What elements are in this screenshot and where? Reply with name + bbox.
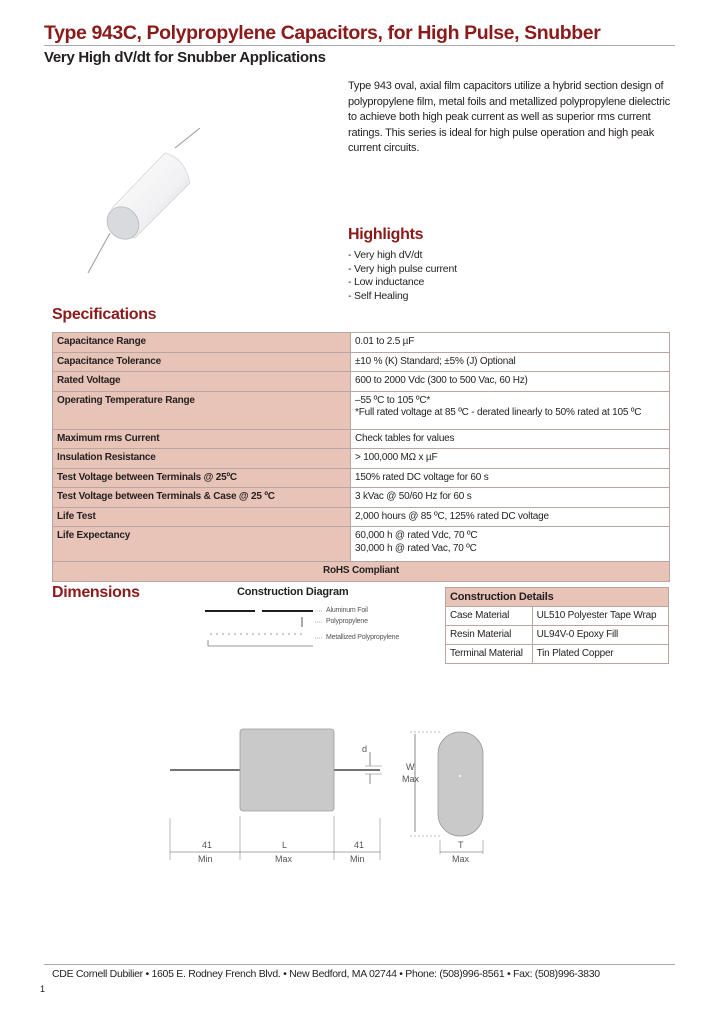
spec-key: Life Expectancy <box>53 527 351 562</box>
spec-key: Test Voltage between Terminals & Case @ 25 ºC <box>53 488 351 508</box>
rohs-badge: RoHS Compliant <box>53 562 670 582</box>
table-row <box>53 333 670 353</box>
table-row <box>446 626 669 645</box>
construction-diagram <box>200 600 440 650</box>
spec-value-line: 60,000 h @ rated Vdc, 70 ºC <box>355 530 478 541</box>
spec-value <box>351 527 670 562</box>
page-subtitle: Very High dV/dt for Snubber Applications <box>44 49 326 66</box>
list-item: - Very high pulse current <box>348 262 457 275</box>
highlights-title: Highlights <box>348 226 424 243</box>
table-row <box>53 527 670 562</box>
diagram-label: Metallized Polypropylene <box>326 634 400 641</box>
table-row <box>446 645 669 664</box>
dim-lead2-label: 41 <box>354 840 365 850</box>
dim-l-label: L <box>282 840 288 850</box>
table-row <box>53 468 670 488</box>
dimensions-title: Dimensions <box>52 584 140 601</box>
detail-key: Resin Material <box>446 626 533 645</box>
spec-key: Operating Temperature Range <box>53 391 351 429</box>
detail-value: UL94V-0 Epoxy Fill <box>532 626 668 645</box>
spec-value-note: *Full rated voltage at 85 ºC - derated linearly to 50% rated at 105 ºC <box>355 407 642 418</box>
dim-lead2-min-label: Min <box>350 854 365 864</box>
spec-value: 3 kVac @ 50/60 Hz for 60 s <box>351 488 670 508</box>
table-row <box>446 607 669 626</box>
page-title: Type 943C, Polypropylene Capacitors, for High Pulse, Snubber <box>44 22 601 44</box>
diagram-label: Aluminum Foil <box>326 607 368 614</box>
table-row <box>53 449 670 469</box>
detail-key: Terminal Material <box>446 645 533 664</box>
table-row <box>53 429 670 449</box>
spec-value: 2,000 hours @ 85 ºC, 125% rated DC voltage <box>351 507 670 527</box>
capacitor-photo <box>80 128 210 278</box>
specifications-table <box>52 332 670 582</box>
highlights-list <box>348 249 457 303</box>
spec-key: Insulation Resistance <box>53 449 351 469</box>
list-item: - Self Healing <box>348 289 409 302</box>
spec-value <box>351 391 670 429</box>
dim-t-max-label: Max <box>452 854 470 864</box>
spec-value: Check tables for values <box>351 429 670 449</box>
dim-lead1-min-label: Min <box>198 854 213 864</box>
intro-paragraph: Type 943 oval, axial film capacitors utilize a hybrid section design of polypropylene film, metal foils and metallized polypropylene dielectric to achieve both high peak current as well as superior rms current ratings. This series is ideal for high pulse operation and high peak current circuits. <box>348 80 671 154</box>
construction-diagram-title: Construction Diagram <box>237 586 349 598</box>
dim-lead1-label: 41 <box>202 840 213 850</box>
dimension-drawing <box>150 722 510 872</box>
dim-l-max-label: Max <box>275 854 293 864</box>
spec-value-line: 30,000 h @ rated Vac, 70 ºC <box>355 542 477 554</box>
spec-key: Maximum rms Current <box>53 429 351 449</box>
dim-w-label: W <box>406 762 415 772</box>
spec-key: Capacitance Tolerance <box>53 352 351 372</box>
spec-value: > 100,000 MΩ x µF <box>351 449 670 469</box>
table-row <box>53 372 670 392</box>
construction-details-table <box>445 587 669 664</box>
table-row <box>53 391 670 429</box>
spec-value: 0.01 to 2.5 µF <box>351 333 670 353</box>
spec-key: Capacitance Range <box>53 333 351 353</box>
table-row <box>53 352 670 372</box>
detail-value: Tin Plated Copper <box>532 645 668 664</box>
list-item: - Very high dV/dt <box>348 249 423 261</box>
construction-details-title: Construction Details <box>446 588 669 607</box>
detail-key: Case Material <box>446 607 533 626</box>
spec-key: Life Test <box>53 507 351 527</box>
footer-divider <box>44 964 675 965</box>
table-row <box>446 588 669 607</box>
spec-value-line: –55 ºC to 105 ºC* <box>355 394 431 406</box>
title-divider <box>44 45 675 46</box>
spec-key: Test Voltage between Terminals @ 25ºC <box>53 468 351 488</box>
spec-value: 150% rated DC voltage for 60 s <box>351 468 670 488</box>
table-row <box>53 488 670 508</box>
spec-value: ±10 % (K) Standard; ±5% (J) Optional <box>351 352 670 372</box>
dim-d-label: d <box>362 744 368 754</box>
specifications-title: Specifications <box>52 306 157 323</box>
list-item: - Low inductance <box>348 276 425 288</box>
spec-value: 600 to 2000 Vdc (300 to 500 Vac, 60 Hz) <box>351 372 670 392</box>
table-row <box>53 507 670 527</box>
dim-t-label: T <box>458 840 464 850</box>
footer-contact: CDE Cornell Dubilier • 1605 E. Rodney French Blvd. • New Bedford, MA 02744 • Phone: (508)996-8561 • Fax: (508)996-3830 <box>52 968 600 980</box>
page-number: 1 <box>40 984 46 994</box>
detail-value: UL510 Polyester Tape Wrap <box>532 607 668 626</box>
diagram-label: Polypropylene <box>326 618 368 625</box>
dim-w-max-label: Max <box>402 774 420 784</box>
table-row <box>53 562 670 582</box>
spec-key: Rated Voltage <box>53 372 351 392</box>
